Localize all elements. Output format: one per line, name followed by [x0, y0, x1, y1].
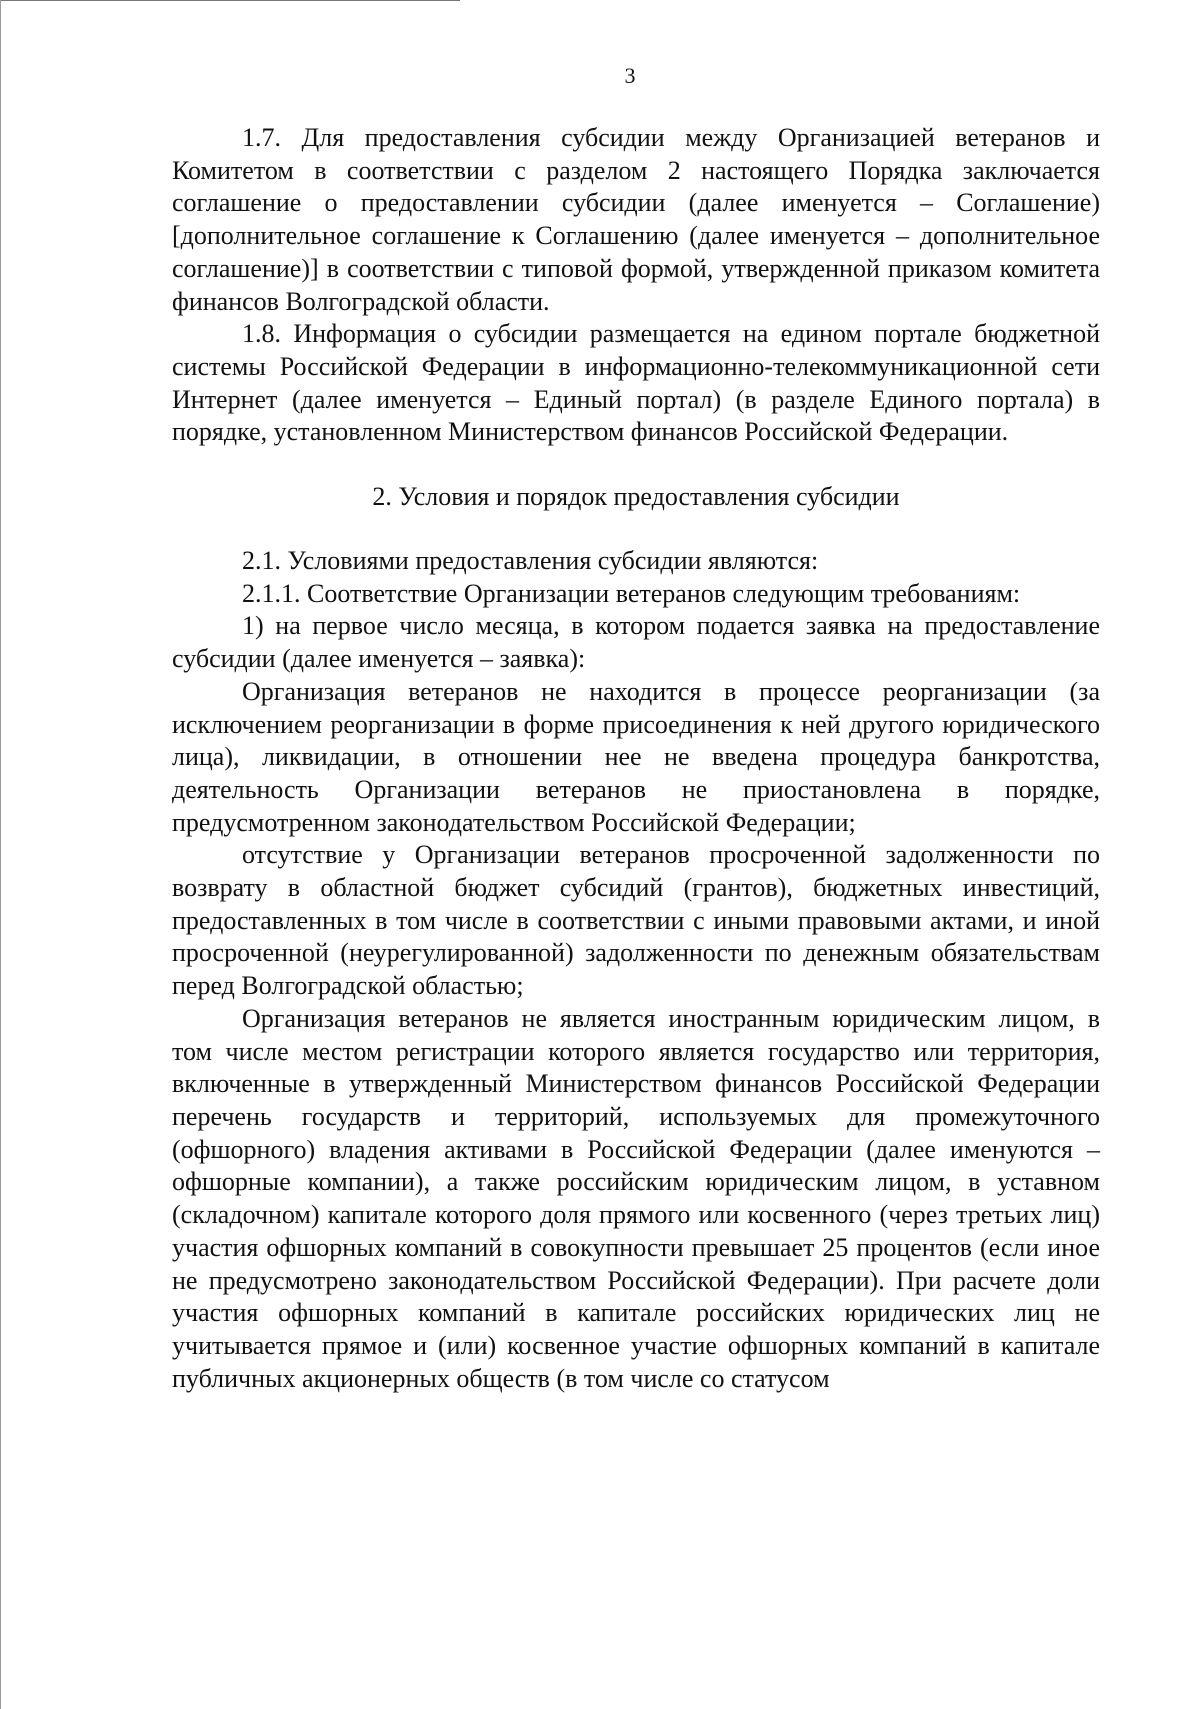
paragraph-1-8: 1.8. Информация о субсидии размещается на едином портале бюджетной системы Российской Федерации в информационно-телекоммуникационной сети Интернет (далее именуется – Единый портал) (в разделе Единого портала) в порядке, установленном Министерством финансов Российской Федерации. [172, 319, 1100, 447]
scan-edge-left [0, 0, 1, 1709]
section-heading: 2. Условия и порядок предоставления субсидии [372, 482, 900, 512]
scan-edge-top [0, 0, 460, 1]
paragraph-2-1-1: 2.1.1. Соответствие Организации ветеранов следующим требованиям: [242, 578, 1021, 608]
paragraph-1-7: 1.7. Для предоставления субсидии между Организацией ветеранов и Комитетом в соответствии с разделом 2 настоящего Порядка заключается соглашение о предоставлении субсидии (далее именуется – Соглашение) [дополнительное соглашение к Соглашению (далее именуется – дополнительное соглашение)] в соответствии с типовой формой, утвержденной приказом комитета финансов Волгоградской области. [172, 123, 1100, 316]
document-body [172, 122, 1100, 1395]
paragraph-debt: отсутствие у Организации ветеранов просроченной задолженности по возврату в областной бюджет субсидий (грантов), бюджетных инвестиций, предоставленных в том числе в соответствии с иными правовыми актами, и иной просроченной (неурегулированной) задолженности по денежным обязательствам перед Волгоградской областью; [172, 840, 1100, 1001]
paragraph-item-1: 1) на первое число месяца, в котором подается заявка на предоставление субсидии (далее именуется – заявка): [172, 611, 1100, 674]
page-number: 3 [624, 63, 636, 88]
paragraph-2-1: 2.1. Условиями предоставления субсидии являются: [242, 546, 819, 576]
paragraph-reorganization: Организация ветеранов не находится в процессе реорганизации (за исключением реорганизации в форме присоединения к ней другого юридического лица), ликвидации, в отношении нее не введена процедура банкротства, деятельность Организации ветеранов не приостановлена в порядке, предусмотренном законодательством Российской Федерации; [172, 676, 1100, 837]
paragraph-offshore: Организация ветеранов не является иностранным юридическим лицом, в том числе местом регистрации которого является государство или территория, включенные в утвержденный Министерством финансов Российской Федерации перечень государств и территорий, используемых для промежуточного (офшорного) владения активами в Российской Федерации (далее именуются – офшорные компании), а также российским юридическим лицом, в уставном (складочном) капитале которого доля прямого или косвенного (через третьих лиц) участия офшорных компаний в совокупности превышает 25 процентов (если иное не предусмотрено законодательством Российской Федерации). При расчете доли участия офшорных компаний в капитале российских юридических лиц не учитывается прямое и (или) косвенное участие офшорных компаний в капитале публичных акционерных обществ (в том числе со статусом [172, 1003, 1100, 1393]
